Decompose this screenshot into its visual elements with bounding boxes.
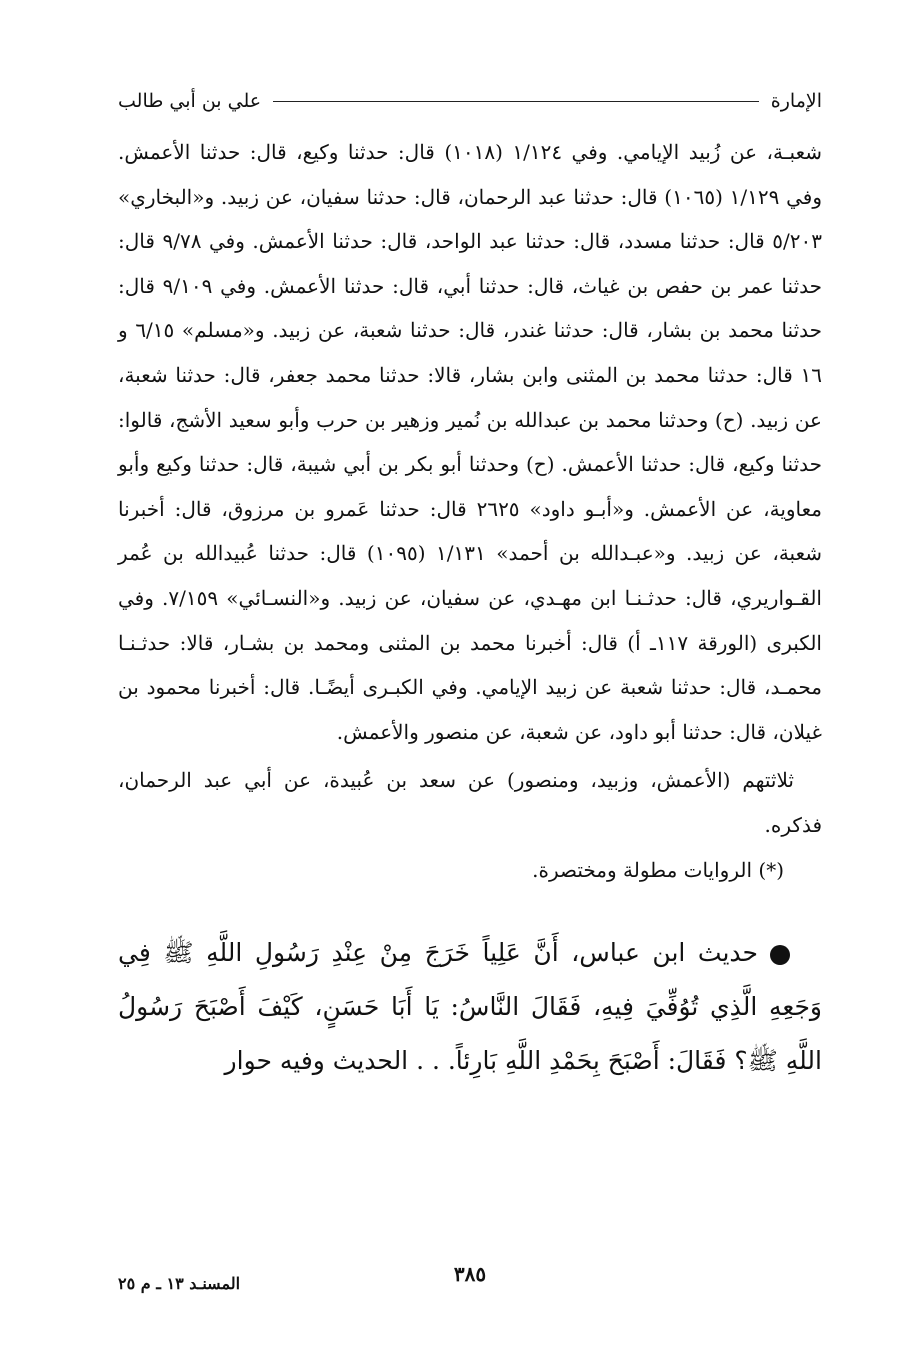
page-footer [118,1262,822,1302]
page-number: ٣٨٥ [453,1262,487,1286]
running-header [118,78,822,124]
header-section: الإمارة [770,90,822,112]
signature-mark: المسنـد ١٣ ـ م ٢٥ [118,1274,241,1293]
notes-paragraph-1: شعبـة، عن زُبيد الإيامي. وفي ١/١٢٤ (١٠١٨) قال: حدثنا وكيع، قال: حدثنا الأعمش. وفي ١/١٢٩ (١٠٦٥) قال: حدثنا عبد الرحمان، قال: حدثنا سفيان، عن زبيد. و«البخاري» ٥/٢٠٣ قال: حدثنا مسدد، قال: حدثنا عبد الواحد، قال: حدثنا الأعمش. وفي ٩/٧٨ قال: حدثنا عمر بن حفص بن غياث، قال: حدثنا أبي، قال: حدثنا الأعمش. وفي ٩/١٠٩ قال: حدثنا محمد بن بشار، قال: حدثنا غندر، قال: حدثنا شعبة، عن زبيد. و«مسلم» ٦/١٥ و ١٦ قال: حدثنا محمد بن المثنى وابن بشار، قالا: حدثنا محمد جعفر، قال: حدثنا شعبة، عن زبيد. (ح) وحدثنا محمد بن عبدالله بن نُمير وزهير بن حرب وأبو سعيد الأشج، قالوا: حدثنا وكيع، قال: حدثنا الأعمش. (ح) وحدثنا أبو بكر بن أبي شيبة، قال: حدثنا وكيع وأبو معاوية، عن الأعمش. و«أبـو داود» ٢٦٢٥ قال: حدثنا عَمرو بن مرزوق، قال: أخبرنا شعبة، عن زبيد. و«عبـدالله بن أحمد» ١/١٣١ (١٠٩٥) قال: حدثنا عُبيدالله بن عُمر القـواريري، قال: حدثـنـا ابن مهـدي، عن سفيان، عن زبيد. و«النسـائي» ٧/١٥٩. وفي الكبرى (الورقة ١١٧ـ أ) قال: أخبرنا محمد بن المثنى ومحمد بن بشـار، قالا: حدثـنـا محمـد، قال: حدثنا شعبة عن زبيد الإيامي. وفي الكبـرى أيضًـا. قال: أخبرنا محمود بن غيلان، قال: حدثنا أبو داود، عن شعبة، عن منصور والأعمش. [118,140,823,744]
notes-paragraph-2: ثلاثتهم (الأعمش، وزبيد، ومنصور) عن سعد بن عُبيدة، عن أبي عبد الرحمان، فذكره. [118,768,822,837]
hadith-block [118,926,822,1088]
bullet-icon [770,945,790,965]
footnotes [118,130,822,892]
header-rule [273,101,759,102]
page [118,78,822,1318]
header-running-title: علي بن أبي طالب [118,90,262,112]
notes-paragraph-3: (*) الروايات مطولة ومختصرة. [532,857,784,882]
hadith-text: حديث ابن عباس، أَنَّ عَلِياً خَرَجَ مِنْ عِنْدِ رَسُولِ اللَّهِ ﷺ فِي وَجَعِهِ الَّذِي تُوُفِّيَ فِيهِ، فَقَالَ النَّاسُ: يَا أَبَا حَسَنٍ، كَيْفَ أَصْبَحَ رَسُولُ اللَّهِ ﷺ؟ فَقَالَ: أَصْبَحَ بِحَمْدِ اللَّهِ بَارِئاً. . . الحديث وفيه حوار [118,938,822,1076]
